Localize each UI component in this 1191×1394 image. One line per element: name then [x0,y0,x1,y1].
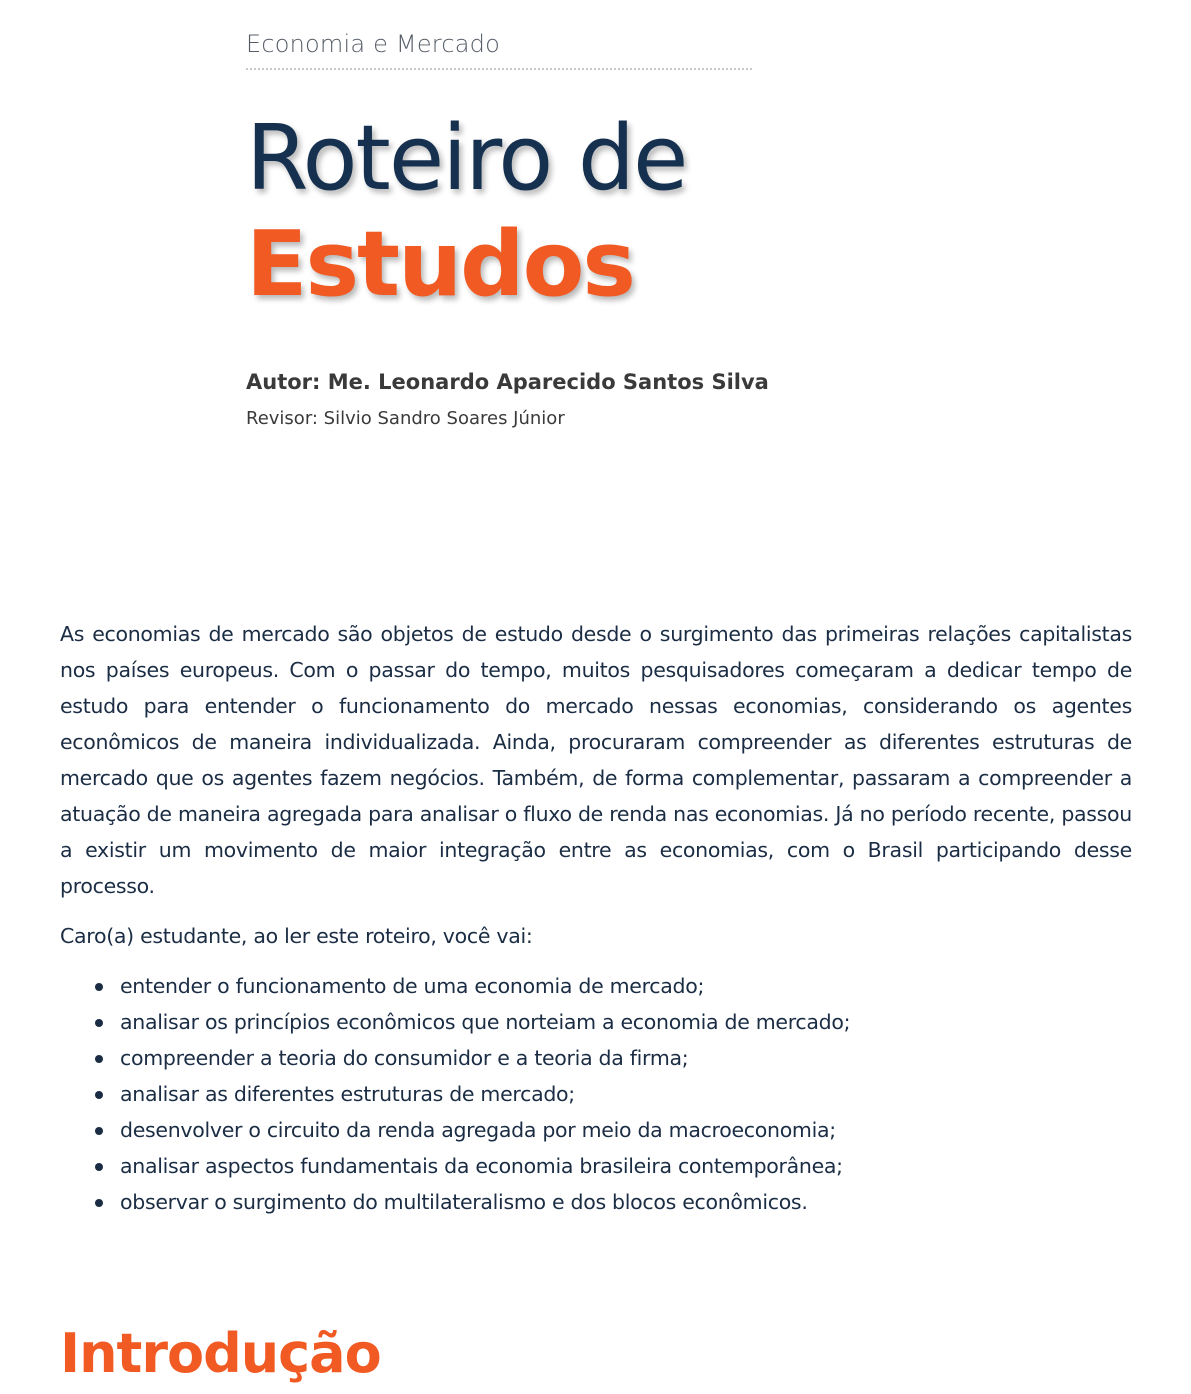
list-item: compreender a teoria do consumidor e a teoria da firma; [120,1040,1132,1076]
document-title [246,106,752,318]
list-item: entender o funcionamento de uma economia de mercado; [120,968,1132,1004]
title-line-accent: Estudos [246,212,634,317]
list-item: desenvolver o circuito da renda agregada por meio da macroeconomia; [120,1112,1132,1148]
subject-label: Economia e Mercado [246,0,752,70]
intro-paragraph: As economias de mercado são objetos de estudo desde o surgimento das primeiras relações capitalistas nos países europeus. Com o passar do tempo, muitos pesquisadores começaram a dedicar tempo de estudo para entender o funcionamento do mercado nessas economias, considerando os agentes econômicos de maneira individualizada. Ainda, procuraram compreender as diferentes estruturas de mercado que os agentes fazem negócios. Também, de forma complementar, passaram a compreender a atuação de maneira agregada para analisar o fluxo de renda nas economias. Já no período recente, passou a existir um movimento de maior integração entre as economias, com o Brasil participando desse processo. [60,622,1132,898]
title-line-primary: Roteiro de [246,106,687,211]
author-credit: Autor: Me. Leonardo Aparecido Santos Silva [246,370,769,394]
document-header [246,0,752,318]
goals-list [60,968,1132,1220]
list-item: observar o surgimento do multilateralismo e dos blocos econômicos. [120,1184,1132,1220]
intro-body [60,616,1132,1220]
list-item: analisar aspectos fundamentais da economia brasileira contemporânea; [120,1148,1132,1184]
list-item: analisar as diferentes estruturas de mercado; [120,1076,1132,1112]
goals-lead: Caro(a) estudante, ao ler este roteiro, você vai: [60,924,533,948]
section-heading-introducao: Introdução [60,1322,381,1385]
list-item: analisar os princípios econômicos que norteiam a economia de mercado; [120,1004,1132,1040]
reviewer-credit: Revisor: Silvio Sandro Soares Júnior [246,408,565,429]
